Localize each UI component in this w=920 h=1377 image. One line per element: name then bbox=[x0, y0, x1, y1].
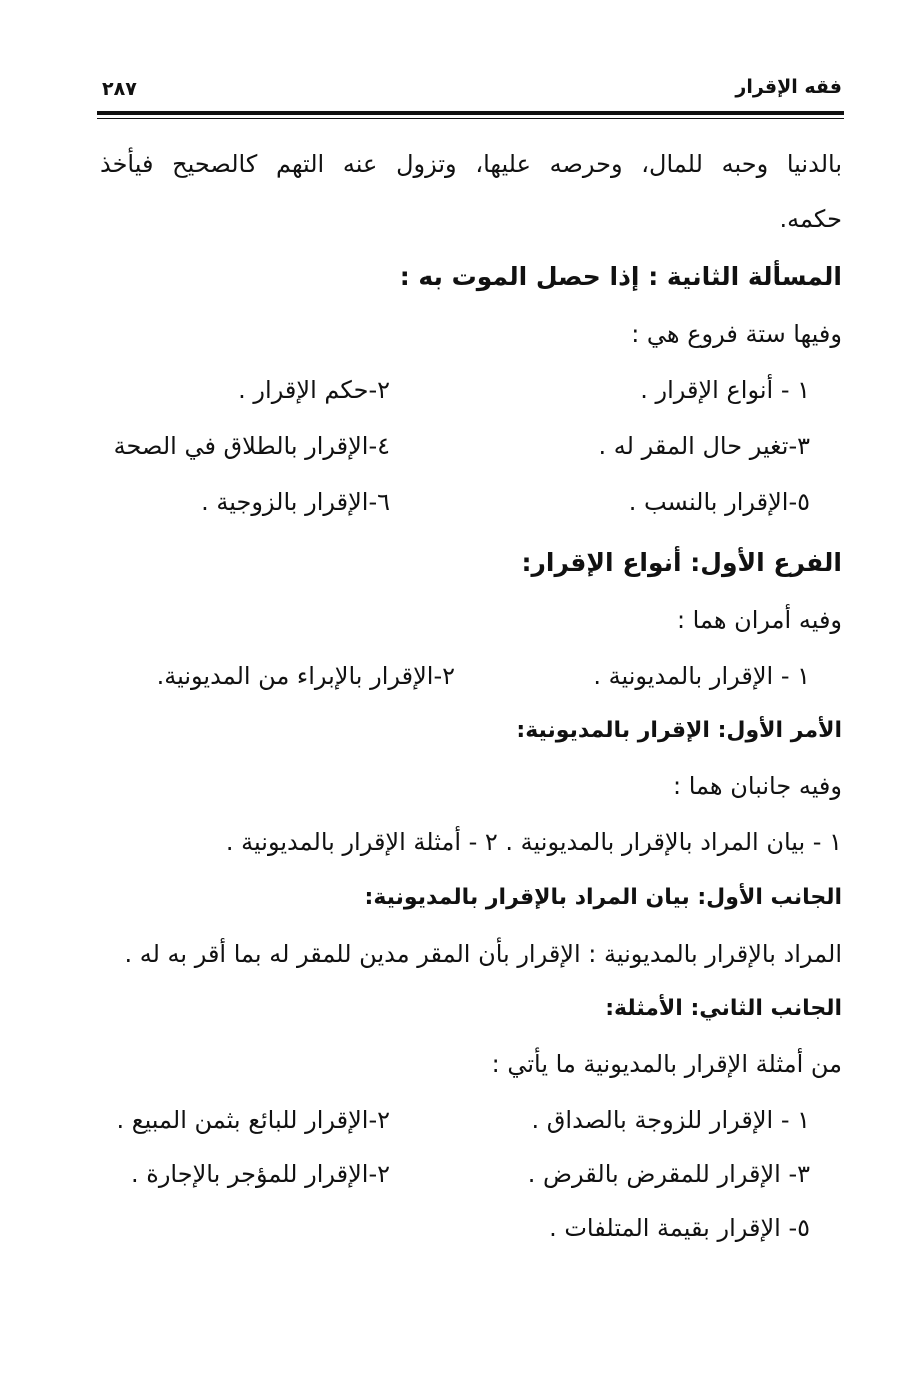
paragraph-line: حكمه. bbox=[779, 205, 842, 233]
list-item: ٥-الإقرار بالنسب . bbox=[628, 488, 810, 516]
section-heading: الفرع الأول: أنواع الإقرار: bbox=[521, 548, 842, 577]
list-item: ٥- الإقرار بقيمة المتلفات . bbox=[549, 1214, 810, 1242]
list-item: ٢-حكم الإقرار . bbox=[238, 376, 390, 404]
header-rule-thick bbox=[97, 111, 844, 115]
list-item: ٣-تغير حال المقر له . bbox=[598, 432, 810, 460]
running-title: فقه الإقرار bbox=[735, 76, 842, 98]
list-item: ٢-الإقرار للمؤجر بالإجارة . bbox=[131, 1160, 390, 1188]
intro-line: وفيه جانبان هما : bbox=[673, 772, 842, 800]
intro-line: وفيها ستة فروع هي : bbox=[631, 320, 842, 348]
subsection-heading: الأمر الأول: الإقرار بالمديونية: bbox=[516, 718, 842, 743]
paragraph-line: بالدنيا وحبه للمال، وحرصه عليها، وتزول عنه التهم كالصحيح فيأخذ bbox=[100, 150, 842, 178]
list-line: ١ - بيان المراد بالإقرار بالمديونية . ٢ - أمثلة الإقرار بالمديونية . bbox=[225, 828, 842, 856]
subsection-heading: الجانب الثاني: الأمثلة: bbox=[605, 996, 842, 1021]
list-item: ١ - الإقرار بالمديونية . bbox=[593, 662, 810, 690]
intro-line: من أمثلة الإقرار بالمديونية ما يأتي : bbox=[491, 1050, 842, 1078]
page-number: ٢٨٧ bbox=[102, 78, 137, 100]
list-item: ٢-الإقرار للبائع بثمن المبيع . bbox=[116, 1106, 390, 1134]
page-header bbox=[100, 76, 842, 110]
definition-line: المراد بالإقرار بالمديونية : الإقرار بأن المقر مدين للمقر له بما أقر به له . bbox=[124, 940, 842, 968]
list-item: ١ - الإقرار للزوجة بالصداق . bbox=[531, 1106, 810, 1134]
section-heading: المسألة الثانية : إذا حصل الموت به : bbox=[399, 262, 842, 291]
list-item: ٢-الإقرار بالإبراء من المديونية. bbox=[156, 662, 455, 690]
intro-line: وفيه أمران هما : bbox=[676, 606, 842, 634]
list-item: ١ - أنواع الإقرار . bbox=[640, 376, 810, 404]
subsection-heading: الجانب الأول: بيان المراد بالإقرار بالمديونية: bbox=[364, 885, 842, 910]
list-item: ٣- الإقرار للمقرض بالقرض . bbox=[527, 1160, 810, 1188]
list-item: ٦-الإقرار بالزوجية . bbox=[201, 488, 390, 516]
header-rule-thin bbox=[97, 118, 844, 119]
list-item: ٤-الإقرار بالطلاق في الصحة bbox=[113, 432, 390, 460]
